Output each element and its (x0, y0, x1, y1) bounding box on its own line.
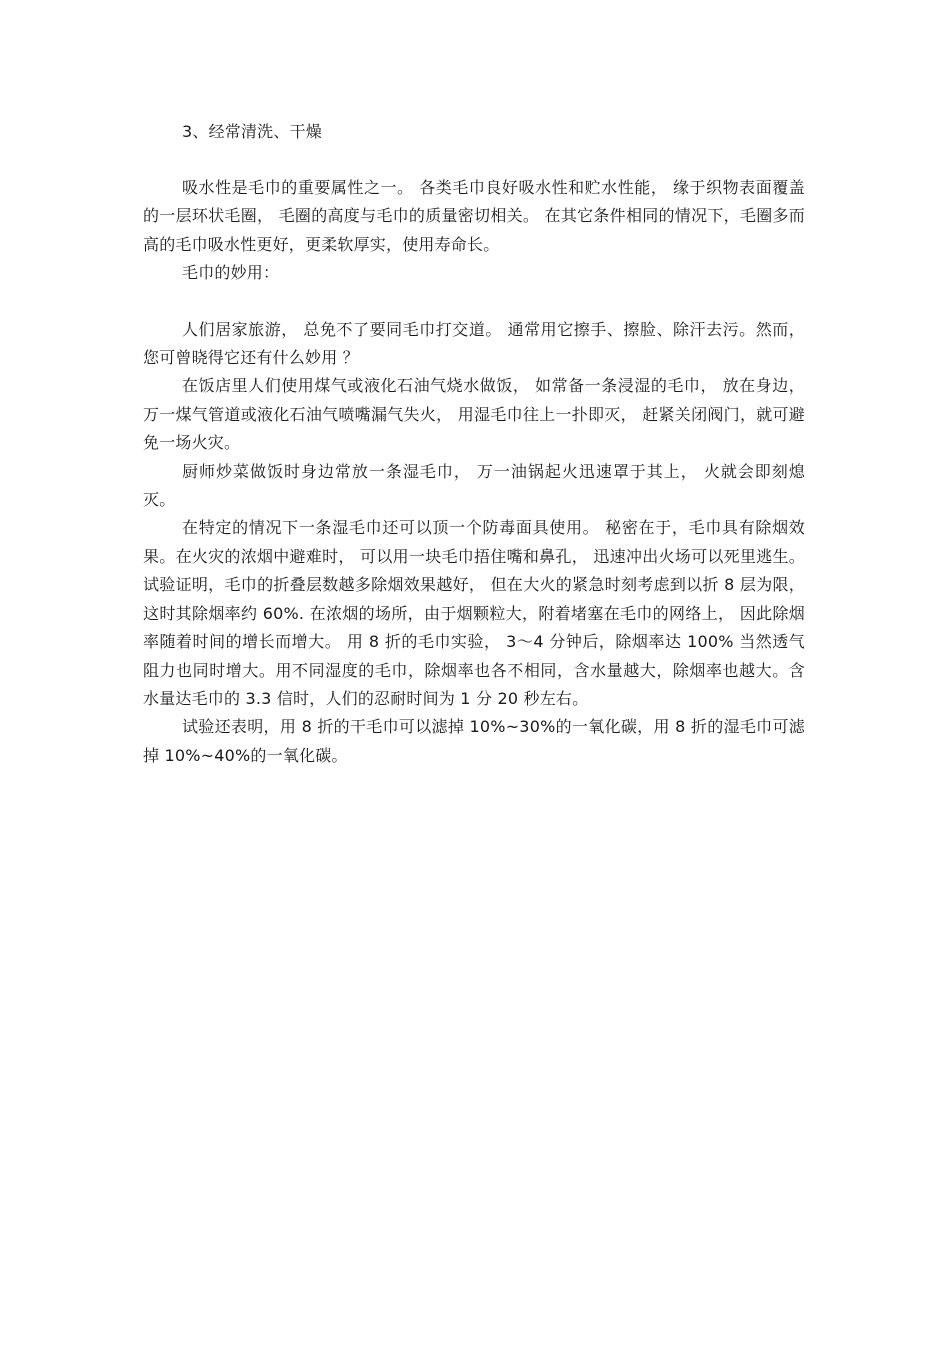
paragraph-absorbency: 吸水性是毛巾的重要属性之一。 各类毛巾良好吸水性和贮水性能， 缘于织物表面覆盖的一层环状毛圈， 毛圈的高度与毛巾的质量密切相关。 在其它条件相同的情况下，毛圈多而高的毛巾吸水性更好，更柔软厚实，使用寿命长。 (143, 178, 805, 254)
paragraph-gas-fire: 在饭店里人们使用煤气或液化石油气烧水做饭， 如常备一条浸湿的毛巾， 放在身边，万一煤气管道或液化石油气喷嘴漏气失火， 用湿毛巾往上一扑即灭， 赶紧关闭阀门，就可避免一场火灾。 (143, 376, 805, 453)
section-heading: 3、经常清洗、干燥 (182, 122, 322, 141)
paragraph-uses-title: 毛巾的妙用： (182, 263, 280, 283)
document-body (143, 118, 805, 770)
paragraph-carbon-monoxide: 试验还表明，用 8 折的干毛巾可以滤掉 10%~30%的一氧化碳，用 8 折的湿毛巾可滤掉 10%~40%的一氧化碳。 (143, 717, 805, 765)
paragraph-kitchen-fire: 厨师炒菜做饭时身边常放一条湿毛巾， 万一油锅起火迅速罩于其上， 火就会即刻熄灭。 (143, 461, 805, 510)
paragraph-daily-use: 人们居家旅游， 总免不了要同毛巾打交道。 通常用它擦手、擦脸、除汗去污。然而，您可曾晓得它还有什么妙用 ？ (143, 319, 805, 368)
paragraph-smoke-filter: 在特定的情况下一条湿毛巾还可以顶一个防毒面具使用。 秘密在于，毛巾具有除烟效果。在火灾的浓烟中避难时， 可以用一块毛巾捂住嘴和鼻孔， 迅速冲出火场可以死里逃生。 试验证明，毛巾的折叠层数越多除烟效果越好， 但在大火的紧急时刻考虑到以折 8 层为限，这时其除烟率约 60%. 在浓烟的场所，由于烟颗粒大，附着堵塞在毛巾的网络上， 因此除烟率随着时间的增长而增大。 用 8 折的毛巾实验， 3～4 分钟后，除烟率达 100% 当然透气阻力也同时增大。用不同湿度的毛巾，除烟率也各不相同，含水量越大，除烟率也越大。含水量达毛巾的 3.3 信时，人们的忍耐时间为 1 分 20 秒左右。 (143, 518, 805, 708)
